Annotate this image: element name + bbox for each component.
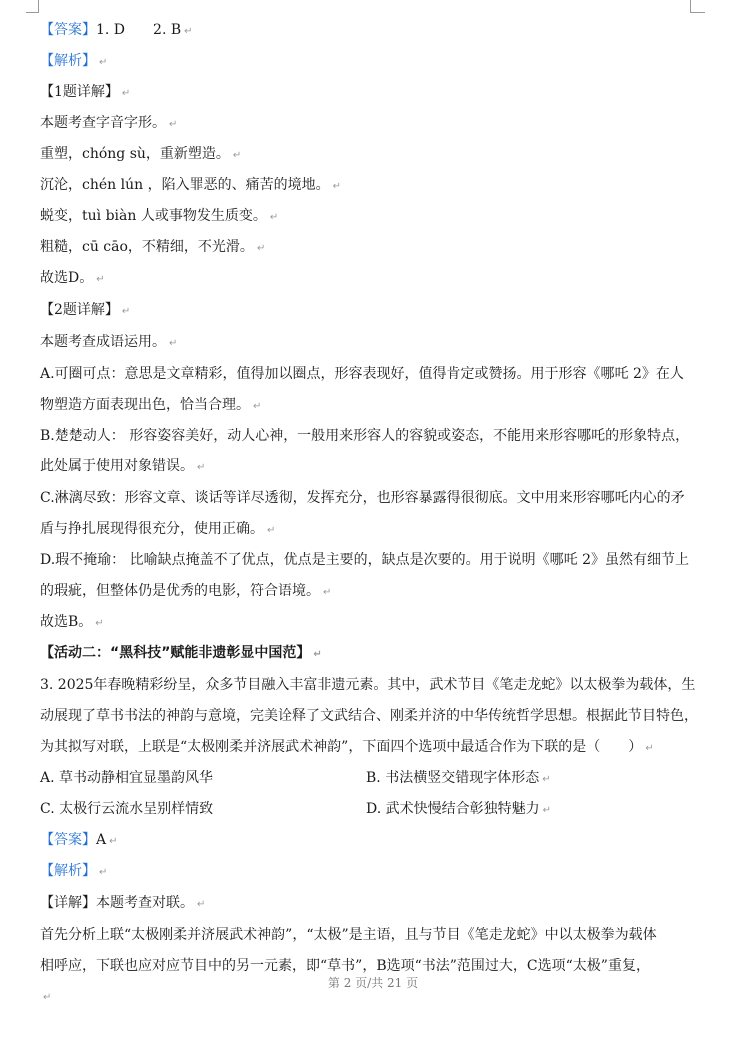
paragraph-mark-icon: ↵: [197, 899, 206, 910]
option-a: A. 草书动静相宜显墨韵风华: [40, 770, 214, 786]
q3-stem-line: 动展现了草书书法的神韵与意境，完美诠释了文武结合、刚柔并济的中华传统哲学思想。根据此节目特色，: [40, 708, 698, 724]
text-line: 蜕变，tuì biàn 人或事物发生质变。 ↵: [40, 208, 279, 224]
text-line: 盾与挣扎展现得很充分，使用正确。 ↵: [40, 521, 276, 537]
q3-detail-line: 【详解】本题考查对联。 ↵: [40, 895, 206, 911]
text-line: 故选D。 ↵: [40, 270, 105, 286]
answer-tag: 【答案】: [40, 22, 96, 38]
paragraph-mark-icon: ↵: [269, 212, 279, 223]
text-line: 粗糙，cū cāo，不精细，不光滑。 ↵: [40, 239, 266, 255]
paragraph-mark-icon: ↵: [253, 401, 262, 412]
paragraph-mark-icon: ↵: [109, 836, 118, 847]
text-line: 的瑕疵，但整体仍是优秀的电影，符合语境。 ↵: [40, 583, 332, 599]
text-line: 本题考查成语运用。 ↵: [40, 334, 178, 350]
answer-text: A: [96, 832, 107, 848]
detail-tag: 【详解】: [40, 895, 96, 911]
text-line: A.可圈可点：意思是文章精彩，值得加以圈点，形容表现好，值得肯定或赞扬。用于形容《哪吒 2》在人: [40, 366, 684, 382]
paragraph-mark-icon: ↵: [95, 618, 104, 629]
paragraph-mark-icon: ↵: [267, 525, 276, 536]
q3-analysis-line: [40, 861, 704, 883]
paragraph-mark-icon: ↵: [121, 306, 131, 317]
paragraph-mark-icon: ↵: [542, 774, 551, 785]
text-line: 本题考查字音字形。 ↵: [40, 115, 178, 131]
analysis-line: [40, 51, 704, 73]
paragraph-mark-icon: ↵: [542, 805, 552, 816]
paragraph-mark-icon: ↵: [121, 88, 131, 99]
paragraph-mark-icon: ↵: [232, 150, 242, 161]
option-b: B. 书法横竖交错现字体形态 ↵: [366, 770, 551, 786]
paragraph-mark-icon: ↵: [332, 181, 341, 192]
paragraph-mark-icon: ↵: [99, 867, 108, 878]
options-row: [40, 799, 704, 819]
paragraph-mark-icon: ↵: [169, 119, 178, 130]
answer-line: [40, 20, 704, 42]
paragraph-mark-icon: ↵: [43, 992, 52, 1003]
option-d: D. 武术快慢结合彰独特魅力 ↵: [366, 801, 552, 817]
q3-answer-line: [40, 830, 704, 852]
text-line: B.楚楚动人： 形容姿容美好，动人心神，一般用来形容人的容貌或姿态，不能用来形容哪吒的形象特点，: [40, 428, 690, 444]
paragraph-mark-icon: ↵: [323, 587, 332, 598]
text-line: 相呼应，下联也应对应节目中的另一元素，即“草书”，B选项“书法”范围过大，C选项“太极”重复，: [40, 958, 650, 974]
answer-text: 1. D 2. B: [96, 22, 182, 38]
text-line: 首先分析上联“太极刚柔并济展武术神韵”，“太极”是主语，且与节目《笔走龙蛇》中以太极拳为载体: [40, 927, 657, 943]
option-c: C. 太极行云流水呈别样情致: [40, 801, 214, 817]
text-line: C.淋漓尽致：形容文章、谈话等详尽透彻，发挥充分，也形容暴露得很彻底。文中用来形容哪吒内心的矛: [40, 490, 685, 506]
options-row: [40, 768, 704, 788]
q1-heading: 【1题详解】 ↵: [40, 84, 131, 100]
paragraph-mark-icon: ↵: [99, 57, 108, 68]
q3-stem-line: 为其拟写对联，上联是“太极刚柔并济展武术神韵”，下面四个选项中最适合作为下联的是（ ） ↵: [40, 739, 654, 755]
text-line: 物塑造方面表现出色，恰当合理。 ↵: [40, 397, 262, 413]
activity-heading: 【活动二：“黑科技”赋能非遗彰显中国范】 ↵: [40, 645, 322, 661]
analysis-tag: 【解析】: [40, 863, 96, 879]
text-line: 此处属于使用对象错误。 ↵: [40, 458, 206, 474]
paragraph-mark-icon: ↵: [256, 243, 266, 254]
text-line: 沉沦，chén lún ，陷入罪恶的、痛苦的境地。 ↵: [40, 177, 341, 193]
q3-stem-line: 3. 2025年春晚精彩纷呈，众多节目融入丰富非遗元素。其中，武术节目《笔走龙蛇》以太极拳为载体，生: [40, 677, 696, 693]
paragraph-mark-icon: ↵: [645, 743, 654, 754]
page-footer: 第 2 页/共 21 页: [327, 976, 419, 990]
text-line: 重塑，chóng sù，重新塑造。 ↵: [40, 146, 242, 162]
corner-mark-top-left: [26, 0, 39, 13]
q2-heading: 【2题详解】 ↵: [40, 302, 131, 318]
paragraph-mark-icon: ↵: [313, 649, 322, 660]
paragraph-mark-icon: ↵: [169, 338, 178, 349]
text-line: D.瑕不掩瑜： 比喻缺点掩盖不了优点，优点是主要的，缺点是次要的。用于说明《哪吒 2》虽然有细节上: [40, 552, 689, 568]
paragraph-mark-icon: ↵: [96, 274, 105, 285]
text-line: 故选B。 ↵: [40, 614, 104, 630]
corner-mark-top-right: [690, 0, 705, 13]
paragraph-mark-icon: ↵: [184, 26, 193, 37]
analysis-tag: 【解析】: [40, 53, 96, 69]
paragraph-mark-icon: ↵: [197, 462, 206, 473]
answer-tag: 【答案】: [40, 832, 96, 848]
